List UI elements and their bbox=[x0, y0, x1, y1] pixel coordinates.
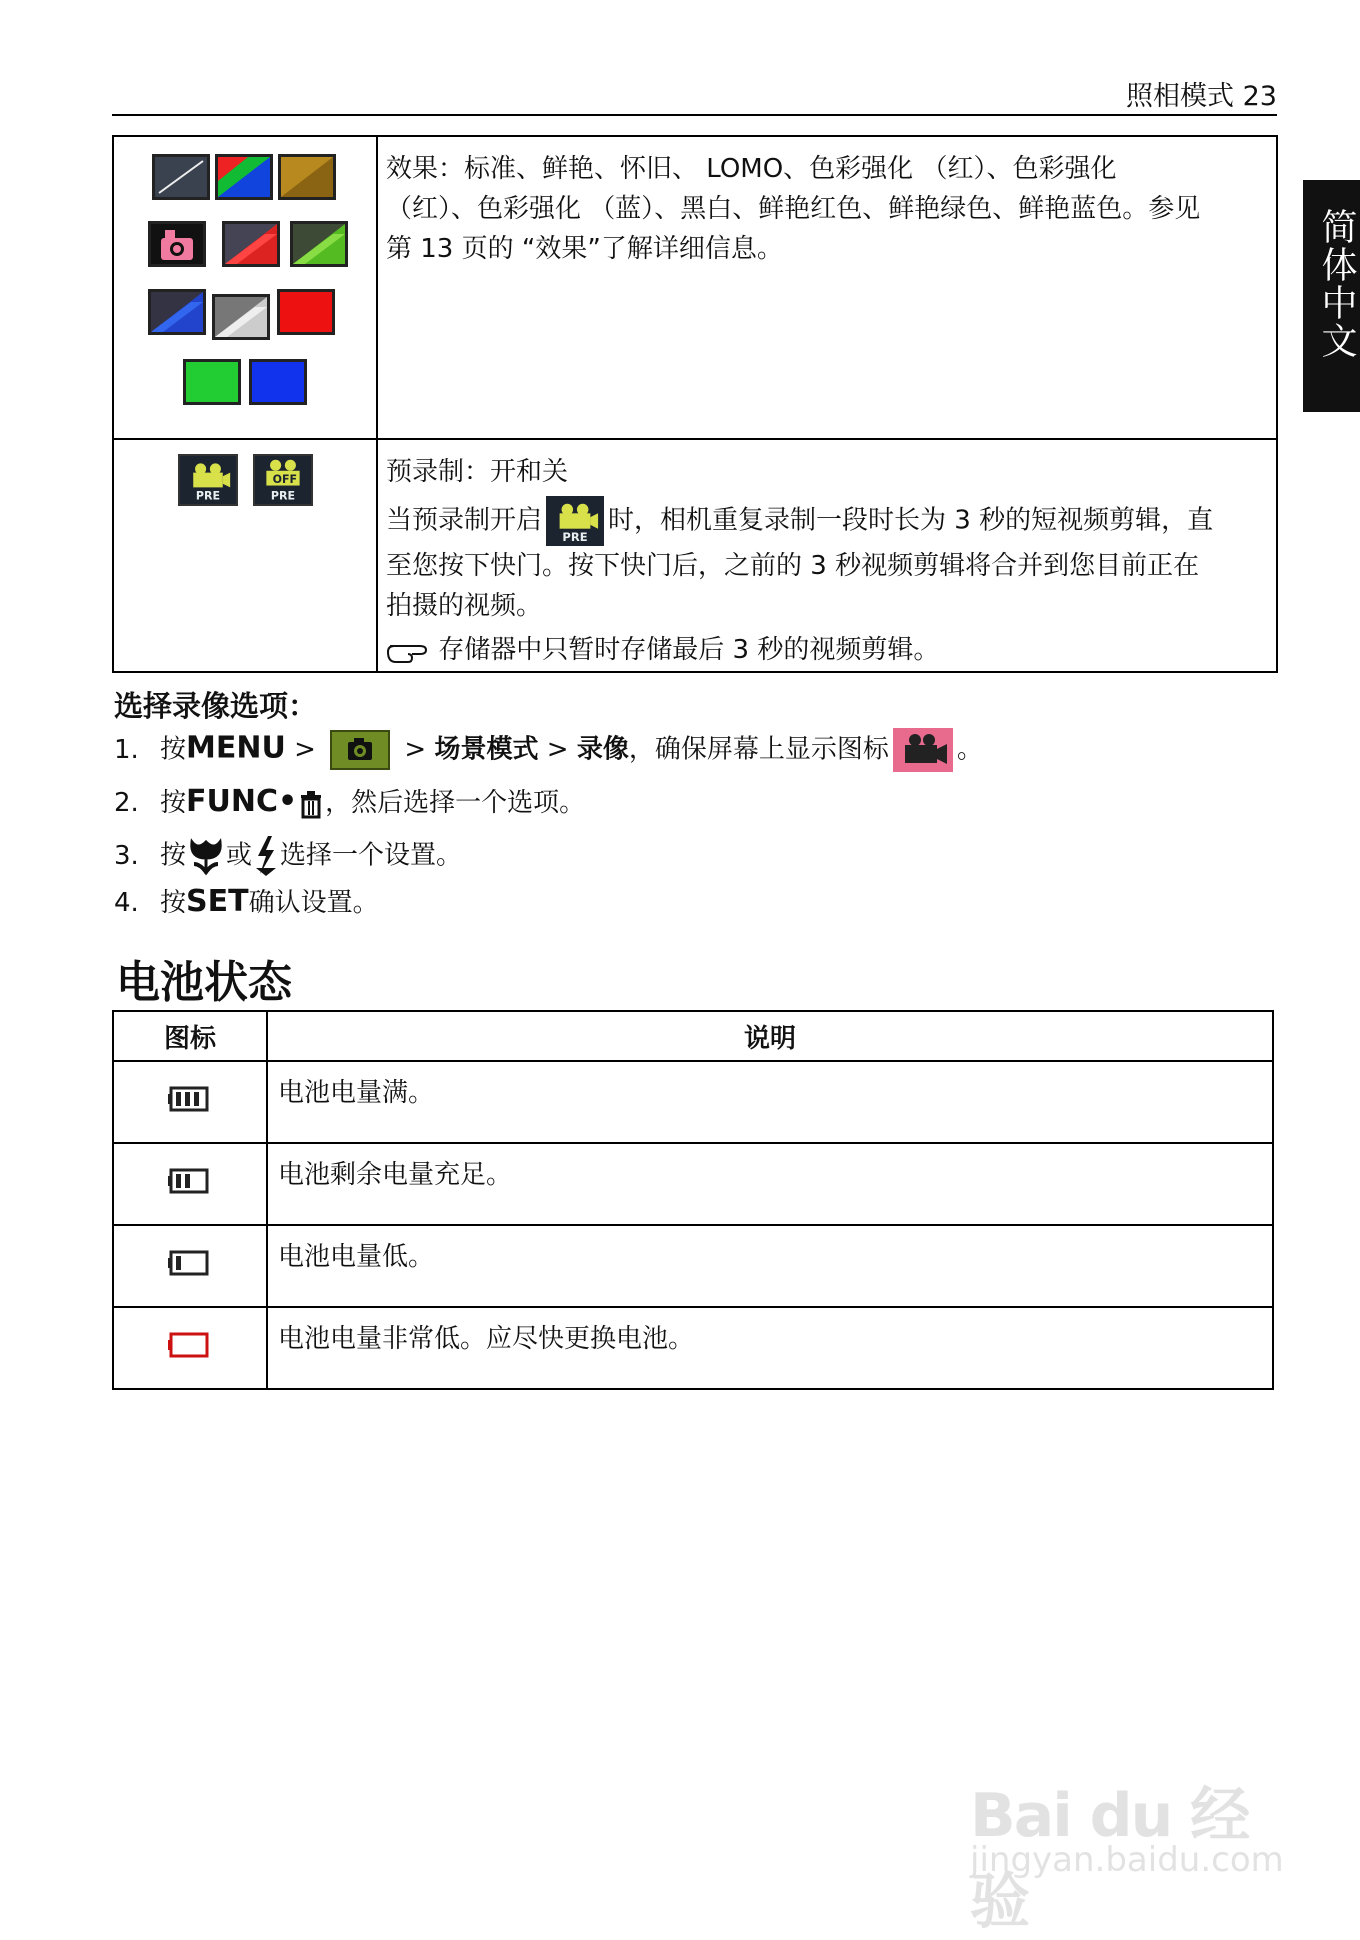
prerecord-note: 存储器中只暂时存储最后 3 秒的视频剪辑。 bbox=[438, 635, 940, 665]
effects-text-line2: （红）、色彩强化 （蓝）、黑白、鲜艳红色、鲜艳绿色、鲜艳蓝色。参见 bbox=[386, 194, 1201, 224]
prerecord-para2: 至您按下快门。按下快门后，之前的 3 秒视频剪辑将合并到您目前正在 bbox=[386, 551, 1200, 581]
prerecord-on-icon bbox=[178, 454, 238, 506]
baidu-watermark bbox=[960, 1728, 1284, 1937]
language-tab-label: 简体中文 bbox=[1316, 208, 1357, 360]
battery-level-icon bbox=[167, 1173, 213, 1203]
effect-bw-icon bbox=[212, 294, 270, 340]
step-2: 2. 按FUNC• ，然后选择一个选项。 bbox=[114, 784, 586, 819]
effect-icons-cell bbox=[113, 136, 377, 439]
battery-status-title: 电池状态 bbox=[116, 957, 292, 1008]
effect-color-green-icon bbox=[290, 221, 348, 267]
prerecord-inline-icon bbox=[546, 496, 604, 546]
prerecord-para1-a: 当预录制开启 bbox=[386, 505, 543, 536]
effect-vivid-icon bbox=[215, 154, 273, 200]
effect-retro-icon bbox=[278, 154, 336, 200]
prerecord-icons-cell bbox=[113, 439, 377, 672]
svg-text:PRE: PRE bbox=[195, 489, 221, 503]
language-tab bbox=[1303, 180, 1360, 412]
svg-text:PRE: PRE bbox=[562, 530, 588, 545]
step-4: 4. 按SET确认设置。 bbox=[114, 884, 379, 919]
effects-description bbox=[377, 136, 1277, 439]
svg-text:PRE: PRE bbox=[270, 489, 296, 503]
effects-text-line1: 效果：标准、鲜艳、怀旧、 LOMO、色彩强化 （红）、色彩强化 bbox=[386, 154, 1117, 184]
effect-vivid-blue-icon bbox=[249, 359, 307, 405]
step-3: 3. 按 或 选择一个设置。 bbox=[114, 834, 462, 878]
battery-level-icon bbox=[167, 1255, 213, 1285]
battery-level-icon bbox=[167, 1337, 213, 1367]
battery-row bbox=[113, 1225, 1273, 1307]
flash-icon bbox=[252, 834, 280, 878]
step-1: 1. 按MENU > > 场景模式 > 录像，确保屏幕上显示图标 。 bbox=[114, 728, 983, 772]
effect-color-red-icon bbox=[222, 221, 280, 267]
set-key: SET bbox=[186, 884, 249, 919]
effects-text-line3: 第 13 页的 “效果”了解详细信息。 bbox=[386, 234, 783, 264]
battery-level-icon bbox=[167, 1091, 213, 1121]
battery-col-icon: 图标 bbox=[113, 1011, 267, 1061]
prerecord-description bbox=[377, 439, 1277, 672]
battery-row bbox=[113, 1143, 1273, 1225]
movie-mode-icon bbox=[893, 728, 953, 772]
effect-color-blue-icon bbox=[148, 289, 206, 335]
pointing-hand-icon bbox=[386, 636, 430, 666]
effect-vivid-green-icon bbox=[183, 359, 241, 405]
camera-mode-icon bbox=[330, 730, 390, 770]
prerecord-title: 预录制：开和关 bbox=[386, 457, 569, 487]
page-header bbox=[112, 74, 1277, 116]
battery-table bbox=[112, 1010, 1274, 1390]
prerecord-off-icon bbox=[253, 454, 313, 506]
macro-tulip-icon bbox=[186, 834, 226, 878]
battery-row bbox=[113, 1061, 1273, 1143]
trash-icon bbox=[297, 789, 325, 819]
effect-standard-icon bbox=[152, 154, 210, 200]
settings-table bbox=[112, 135, 1278, 673]
battery-row bbox=[113, 1307, 1273, 1389]
prerecord-para1-b: 时，相机重复录制一段时长为 3 秒的短视频剪辑，直 bbox=[608, 505, 1214, 536]
prerecord-para3: 拍摄的视频。 bbox=[386, 591, 543, 621]
watermark-url: jingyan.baidu.com bbox=[970, 1840, 1284, 1880]
svg-text:OFF: OFF bbox=[272, 472, 298, 486]
battery-desc: 电池电量非常低。应尽快更换电池。 bbox=[267, 1307, 1273, 1389]
battery-col-desc: 说明 bbox=[267, 1011, 1273, 1061]
effect-vivid-red-icon bbox=[277, 289, 335, 335]
battery-desc: 电池电量低。 bbox=[267, 1225, 1273, 1307]
header-title: 照相模式 23 bbox=[1126, 81, 1277, 112]
menu-key: MENU bbox=[186, 730, 286, 766]
battery-desc: 电池剩余电量充足。 bbox=[267, 1143, 1273, 1225]
video-options-heading: 选择录像选项： bbox=[114, 689, 318, 723]
func-key: FUNC• bbox=[186, 784, 298, 819]
watermark-brand: Bai du 经验 bbox=[970, 1781, 1249, 1937]
battery-desc: 电池电量满。 bbox=[267, 1061, 1273, 1143]
effect-lomo-icon bbox=[148, 221, 206, 267]
